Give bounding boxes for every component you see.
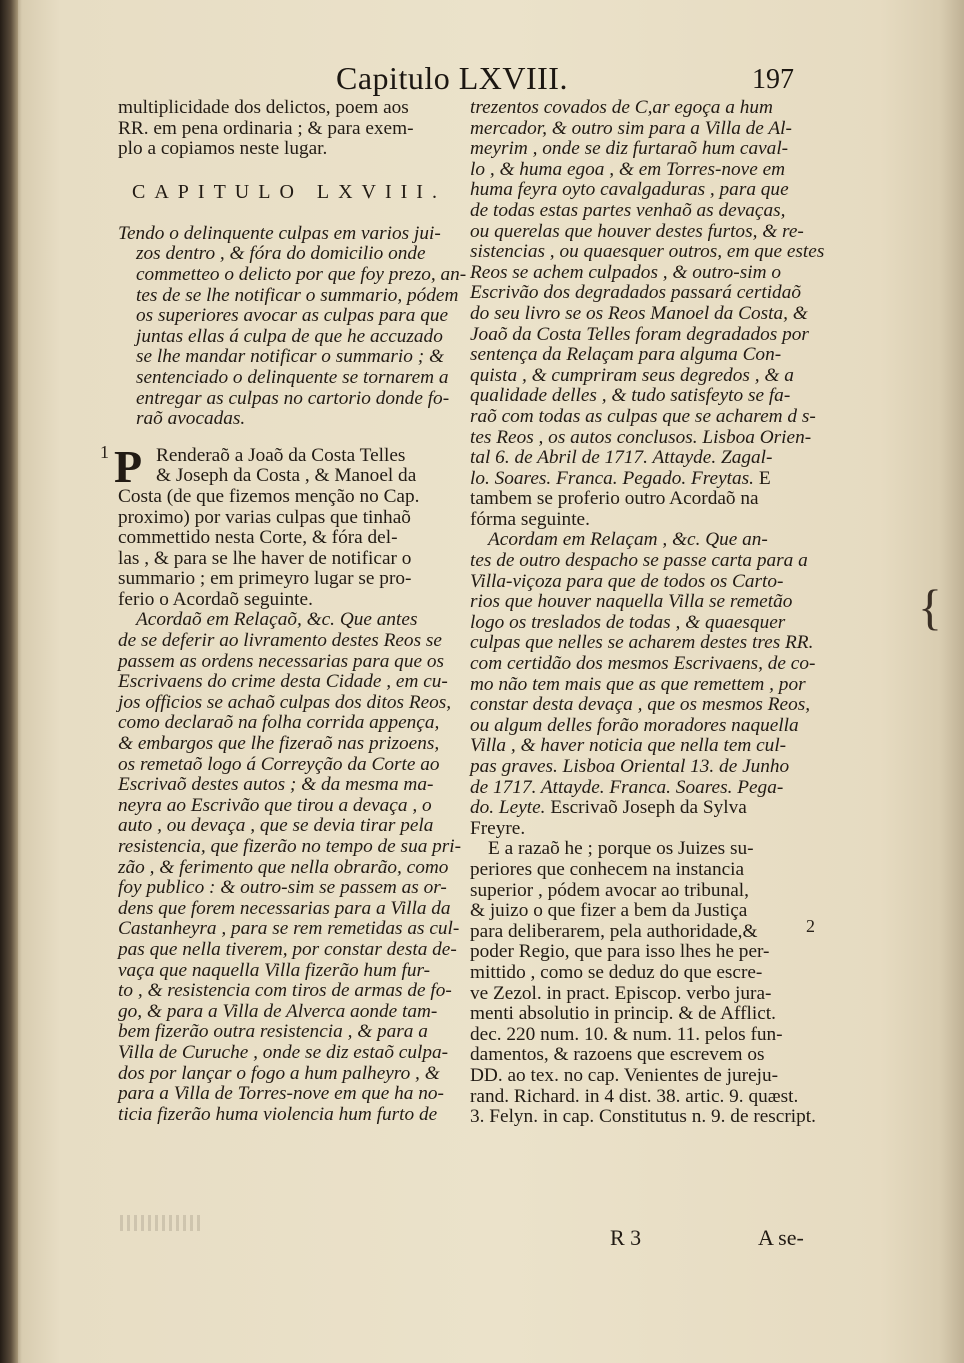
text-line: jos officios se achaõ culpas dos ditos Reos, [118,691,452,713]
text-line: to , & resistencia com tiros de armas de fo- [118,980,452,1002]
text-line: Costa (de que fizemos menção no Cap. [118,485,420,507]
margin-note-right: 2 [806,916,815,936]
text-line: poder Regio, que para isso lhes he per- [470,941,770,963]
text-line: os remetaõ logo á Correyção da Corte ao [118,753,440,775]
text-line: para a Villa de Torres-nove em que ha no- [118,1083,444,1105]
text-line: pas graves. Lisboa Oriental 13. de Junho [470,756,790,777]
margin-note-left: 1 [100,442,109,462]
acordao-paragraph [118,610,460,1125]
text-line: lo , & huma egoa , & em Torres-nove em [470,158,786,180]
text-line: Escrivaõ destes autos ; & da mesma ma- [118,774,434,796]
text-line: tambem se proferio outro Acordaõ na [470,488,759,510]
text-line: Renderaõ a Joaõ da Costa Telles [156,444,406,466]
text-line: tes Reos , os autos conclusos. Lisboa Orien- [470,426,812,448]
text-line: Acordam em Relaçam , &c. Que an- [488,529,768,551]
acordao-continuation [470,97,825,489]
text-line: Escrivaens do crime desta Cidade , em cu- [118,671,448,693]
text-line: ou algum delles forão moradores naquella [470,714,799,736]
text-line: Villa , & haver noticia que nella tem cul- [470,735,787,757]
summary-line: os superiores avocar as culpas para que [136,305,449,327]
text-line: ferio o Acordaõ seguinte. [118,588,313,610]
chapter-heading: CAPITULO LXVIII. [132,180,446,203]
summary-line: Tendo o delinquente culpas em varios jui- [118,222,441,244]
text-line: menti absolutio in princip. & de Afflict. [470,1003,776,1025]
spacer [118,430,460,438]
text-line: sistencias , ou quaesquer outros, em que estes [470,241,825,263]
drop-capital: P [114,440,143,492]
text-line: meyrim , onde se diz furtaraõ hum caval- [470,138,789,160]
summary-line: se lhe mandar notificar o summario ; & [136,346,444,368]
text-line: rios que houver naquella Villa se remetão [470,591,793,613]
text-run: lo. Soares. Franca. Pegado. Freytas. [470,467,754,489]
text-line: mo não tem mais que as que remettem , por [470,673,806,695]
catchword: A se- [758,1225,804,1250]
text-line: qualidade delles , & tudo satisfeyto se fa- [470,385,791,407]
summary-line: commetteo o delicto por que foy prezo, an- [136,263,467,285]
text-line: logo os treslados de todas , & quaesquer [470,611,786,633]
text-line: vaça que naquella Villa fizerão hum fur- [118,959,430,981]
summary-line: raõ avocadas. [136,408,246,430]
left-column [114,97,467,1125]
text-line: com certidão dos mesmos Escrivaens, de co- [470,653,816,675]
text-line: de todas estas partes venhaõ as devaças, [470,199,786,221]
text-line: huma feyra oyto cavalgaduras , para que [470,179,789,201]
text-line: Castanheyra , para se rem remetidas as cul- [118,918,460,940]
text-line: proximo) por varias culpas que tinhaõ [118,506,411,528]
text-line: do seu livro se os Reos Manoel da Costa, & [470,302,808,324]
text-line: passem as ordens necessarias para que os [118,650,444,672]
right-column [470,97,825,1128]
chapter-summary [118,222,467,430]
text-line: Villa de Curuche , onde se diz estaõ culpa- [118,1041,449,1063]
text-line: de 1717. Attayde. Franca. Soares. Pega- [470,776,784,798]
text-line: Reos se achem culpados , & outro-sim o [470,261,781,283]
text-line: dos por lançar o fogo a hum palheyro , & [118,1062,440,1084]
text-line: las , & para se lhe haver de notificar o [118,547,412,569]
summary-line: tes de se lhe notificar o summario, pódem [136,284,459,306]
page-footer [0,1225,964,1255]
text-line: & embargos que lhe fizeraõ nas prizoens, [118,733,440,755]
text-line: Joaõ da Costa Telles foram degradados por [470,323,809,345]
text-line: mercador, & outro sim para a Villa de Al- [470,117,792,139]
margin-bracket: { [918,579,942,635]
text-line: E a razaõ he ; porque os Juizes su- [488,838,754,860]
text-line: pas que nella tiverem, por constar desta de- [118,938,457,960]
text-line: constar desta devaça , que os mesmos Reos, [470,694,811,716]
text-line: Villa-viçoza para que de todos os Carto- [470,570,784,592]
text-run: Escrivaõ Joseph da Sylva [550,797,747,819]
text-line: tes de outro despacho se passe carta para a [470,550,808,572]
text-line: fórma seguinte. [470,508,590,530]
text-run: E [758,467,771,489]
text-line: como declaraõ na folha corrida appença, [118,712,440,734]
text-line: rand. Richard. in 4 dist. 38. artic. 9. quæst. [470,1085,799,1107]
text-run: do. Leyte. [470,797,546,819]
text-line: ve Zezol. in pract. Episcop. verbo jura- [470,982,772,1004]
text-line: damentos, & razoens que escrevem os [470,1044,765,1066]
text-line: Acordaõ em Relaçaõ, &c. Que antes [136,609,418,631]
text-line: go, & para a Villa de Alverca aonde tam- [118,1000,438,1022]
text-line: RR. em pena ordinaria ; & para exem- [118,117,414,139]
book-spine [0,0,18,1363]
text-line: trezentos covados de C,ar egoça a hum [470,97,773,118]
text-line: raõ com todas as culpas que se acharem d s- [470,405,816,427]
text-line: commettido nesta Corte, & fóra del- [118,527,398,549]
text-line: Freyre. [470,817,526,839]
text-line: tal 6. de Abril de 1717. Attayde. Zagal- [470,447,773,469]
text-line: dens que forem necessarias para a Villa da [118,897,451,919]
text-line: DD. ao tex. no cap. Venientes de jureju- [470,1064,779,1086]
summary-line: entregar as culpas no cartorio donde fo- [136,387,450,409]
second-acordao [470,529,816,819]
running-title: Capitulo LXVIII. [336,60,568,96]
text-line: para deliberarem, pela authoridade,& [470,920,758,942]
summary-line: juntas ellas á culpa de que he accuzado [136,325,443,347]
text-line: mittido , como se deduz do que escre- [470,961,763,983]
text-line: summario ; em primeyro lugar se pro- [118,568,412,590]
signature-mark: R 3 [610,1225,642,1250]
text-line: plo a copiamos neste lugar. [118,138,328,160]
body-paragraph [114,440,460,611]
text-line: neyra ao Escrivão que tirou a devaça , o [118,794,432,816]
summary-line: zos dentro , & fóra do domicilio onde [136,243,426,265]
text-line: bem fizerão outra resistencia , & para a [118,1021,428,1043]
text-line: superior , pódem avocar ao tribunal, [470,879,749,901]
summary-line: sentenciado o delinquente se tornarem a [136,366,449,388]
text-line: dec. 220 num. 10. & num. 11. pelos fun- [470,1023,783,1045]
text-line: multiplicidade dos delictos, poem aos [118,97,409,118]
text-line: foy publico : & outro-sim se passem as or- [118,877,447,899]
page-header [0,58,964,98]
page-number: 197 [752,64,794,95]
text-line: sentença da Relaçam para alguma Con- [470,344,782,366]
text-line: 3. Felyn. in cap. Constitutus n. 9. de rescript. [470,1106,816,1128]
text-line: quista , & cumpriram seus degredos , & a [470,364,794,386]
text-line [470,798,812,819]
text-line: de se deferir ao livramento destes Reos se [118,630,442,652]
text-line: & juizo o que fizer a bem da Justiça [470,900,748,922]
text-line: Escrivão dos degradados passará certidaõ [470,282,801,304]
text-line: auto , ou devaça , que se devia tirar pela [118,815,434,837]
text-line: periores que conhecem na instancia [470,858,745,880]
closing-paragraph [470,838,816,1128]
text-line: ticia fizerão huma violencia hum furto de [118,1103,438,1125]
text-line [470,469,812,490]
text-line: ou querelas que houver destes furtos, & re- [470,220,804,242]
text-line: & Joseph da Costa , & Manoel da [156,465,417,487]
text-line: resistencia, que fizerão no tempo de sua pri- [118,836,462,857]
text-line: zão , & ferimento que nella obrarão, como [118,856,449,878]
text-line: culpas que nelles se acharem destes tres RR. [470,632,814,654]
